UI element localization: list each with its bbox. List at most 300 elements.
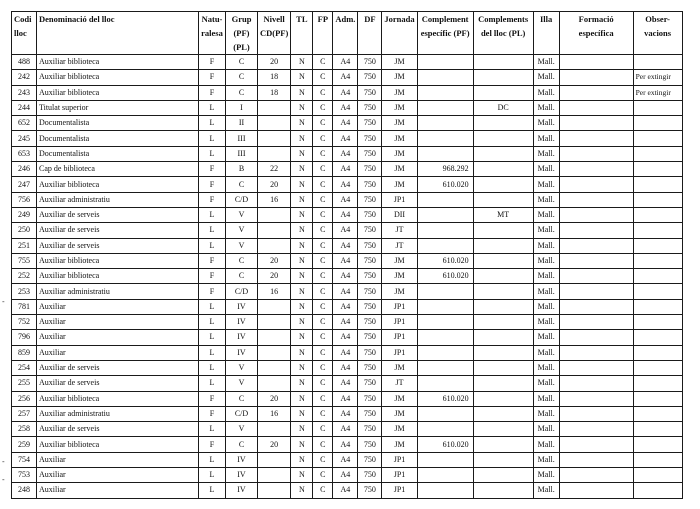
margin-mark: - — [2, 475, 5, 484]
table-cell — [559, 391, 633, 406]
table-cell: L — [199, 345, 226, 360]
table-cell: A4 — [333, 269, 358, 284]
table-cell: Mall. — [533, 360, 559, 375]
table-cell — [559, 345, 633, 360]
table-row — [12, 422, 683, 437]
table-cell: C/D — [226, 192, 258, 207]
table-cell: N — [291, 422, 313, 437]
table-cell: 245 — [12, 131, 37, 146]
table-cell — [633, 223, 682, 238]
table-cell: 750 — [358, 238, 382, 253]
table-cell — [473, 146, 533, 161]
table-cell: A4 — [333, 452, 358, 467]
table-row — [12, 452, 683, 467]
table-cell: Mall. — [533, 391, 559, 406]
table-cell: Mall. — [533, 223, 559, 238]
table-cell — [473, 162, 533, 177]
table-cell — [633, 345, 682, 360]
table-cell: Auxiliar de serveis — [37, 376, 199, 391]
table-cell — [417, 330, 473, 345]
table-cell: C — [313, 253, 333, 268]
table-row — [12, 315, 683, 330]
table-cell: 756 — [12, 192, 37, 207]
table-cell: C — [226, 437, 258, 452]
table-cell — [417, 70, 473, 85]
table-cell: IV — [226, 299, 258, 314]
table-row — [12, 406, 683, 421]
table-cell: C — [313, 315, 333, 330]
table-cell: IV — [226, 315, 258, 330]
table-cell: 750 — [358, 85, 382, 100]
table-cell: 610.020 — [417, 437, 473, 452]
table-cell — [417, 85, 473, 100]
table-cell — [417, 146, 473, 161]
table-row — [12, 131, 683, 146]
table-cell — [559, 70, 633, 85]
table-cell: F — [199, 70, 226, 85]
table-cell — [417, 192, 473, 207]
table-cell — [417, 299, 473, 314]
table-cell: 610.020 — [417, 253, 473, 268]
table-cell: A4 — [333, 345, 358, 360]
table-cell — [633, 406, 682, 421]
table-cell: 16 — [258, 406, 291, 421]
table-cell: A4 — [333, 131, 358, 146]
table-cell: Auxiliar — [37, 345, 199, 360]
table-cell: JP1 — [382, 299, 417, 314]
table-cell: Auxiliar biblioteca — [37, 70, 199, 85]
table-cell: F — [199, 85, 226, 100]
table-cell: N — [291, 360, 313, 375]
table-cell: N — [291, 483, 313, 498]
table-cell: N — [291, 192, 313, 207]
table-cell: Auxiliar biblioteca — [37, 177, 199, 192]
table-cell — [559, 238, 633, 253]
table-cell: C — [313, 422, 333, 437]
table-cell: 610.020 — [417, 177, 473, 192]
table-cell: Titulat superior — [37, 100, 199, 115]
table-cell: Mall. — [533, 284, 559, 299]
table-cell: 247 — [12, 177, 37, 192]
table-cell: 750 — [358, 360, 382, 375]
table-cell: A4 — [333, 483, 358, 498]
table-cell — [258, 330, 291, 345]
table-cell — [258, 116, 291, 131]
table-cell: Documentalista — [37, 131, 199, 146]
table-cell: C — [226, 85, 258, 100]
table-cell: C — [226, 55, 258, 70]
table-cell — [417, 422, 473, 437]
table-row — [12, 468, 683, 483]
table-row — [12, 207, 683, 222]
table-cell: A4 — [333, 238, 358, 253]
table-cell: 16 — [258, 284, 291, 299]
table-cell — [473, 177, 533, 192]
table-cell: C/D — [226, 284, 258, 299]
table-row — [12, 192, 683, 207]
table-cell: C — [313, 192, 333, 207]
table-cell: Auxiliar — [37, 315, 199, 330]
table-cell — [633, 162, 682, 177]
table-cell — [559, 162, 633, 177]
table-cell — [258, 238, 291, 253]
table-cell — [559, 269, 633, 284]
table-cell: C — [313, 452, 333, 467]
table-cell — [559, 177, 633, 192]
table-cell — [559, 253, 633, 268]
table-cell: IV — [226, 345, 258, 360]
table-cell: DC — [473, 100, 533, 115]
table-cell: C — [313, 223, 333, 238]
table-cell: Cap de biblioteca — [37, 162, 199, 177]
positions-table — [11, 11, 683, 499]
table-cell: JM — [382, 100, 417, 115]
table-cell: C — [313, 345, 333, 360]
table-cell — [417, 55, 473, 70]
table-cell: N — [291, 468, 313, 483]
table-cell: L — [199, 452, 226, 467]
table-cell: C — [226, 269, 258, 284]
table-cell: Mall. — [533, 192, 559, 207]
table-cell: 750 — [358, 192, 382, 207]
table-cell: 750 — [358, 468, 382, 483]
table-cell: Per extingir — [633, 85, 682, 100]
table-cell — [473, 468, 533, 483]
table-cell: 750 — [358, 376, 382, 391]
table-cell — [633, 391, 682, 406]
table-cell — [258, 315, 291, 330]
table-cell: JM — [382, 70, 417, 85]
table-cell: Mall. — [533, 437, 559, 452]
table-cell: L — [199, 422, 226, 437]
table-cell: L — [199, 299, 226, 314]
table-cell: JM — [382, 85, 417, 100]
table-cell: F — [199, 177, 226, 192]
table-cell: JM — [382, 146, 417, 161]
table-cell — [473, 70, 533, 85]
table-cell — [258, 146, 291, 161]
table-cell: Auxiliar administratiu — [37, 284, 199, 299]
table-cell: 750 — [358, 207, 382, 222]
table-cell: 249 — [12, 207, 37, 222]
table-cell: L — [199, 131, 226, 146]
table-cell: Auxiliar biblioteca — [37, 253, 199, 268]
table-cell: 781 — [12, 299, 37, 314]
table-cell: 750 — [358, 162, 382, 177]
table-cell: C — [313, 299, 333, 314]
table-cell: Auxiliar biblioteca — [37, 391, 199, 406]
table-cell: Auxiliar — [37, 452, 199, 467]
table-row — [12, 376, 683, 391]
table-cell — [633, 55, 682, 70]
table-cell — [417, 223, 473, 238]
table-cell: Mall. — [533, 406, 559, 421]
table-cell: L — [199, 376, 226, 391]
table-cell — [559, 360, 633, 375]
table-row — [12, 100, 683, 115]
table-cell: N — [291, 55, 313, 70]
table-cell: L — [199, 116, 226, 131]
table-cell: 259 — [12, 437, 37, 452]
table-cell: 750 — [358, 55, 382, 70]
table-cell — [473, 299, 533, 314]
table-cell: N — [291, 452, 313, 467]
table-cell: Mall. — [533, 315, 559, 330]
table-cell — [258, 376, 291, 391]
table-cell — [473, 55, 533, 70]
table-cell: V — [226, 238, 258, 253]
column-header: Codi lloc — [12, 12, 37, 55]
table-cell: 20 — [258, 269, 291, 284]
table-cell: Mall. — [533, 299, 559, 314]
table-row — [12, 345, 683, 360]
table-cell: JP1 — [382, 315, 417, 330]
column-header: Denominació del lloc — [37, 12, 199, 55]
table-row — [12, 299, 683, 314]
table-row — [12, 284, 683, 299]
margin-mark: - — [2, 457, 5, 466]
table-cell: 750 — [358, 422, 382, 437]
table-cell: A4 — [333, 284, 358, 299]
table-cell: III — [226, 146, 258, 161]
table-cell: A4 — [333, 223, 358, 238]
table-cell: A4 — [333, 330, 358, 345]
table-cell — [417, 483, 473, 498]
table-cell: V — [226, 422, 258, 437]
table-cell: JT — [382, 223, 417, 238]
table-cell — [473, 131, 533, 146]
table-cell — [473, 406, 533, 421]
table-row — [12, 360, 683, 375]
table-row — [12, 70, 683, 85]
table-cell — [417, 100, 473, 115]
table-row — [12, 55, 683, 70]
column-header: Adm. — [333, 12, 358, 55]
table-cell: 250 — [12, 223, 37, 238]
table-cell: 257 — [12, 406, 37, 421]
table-cell: IV — [226, 468, 258, 483]
table-cell: A4 — [333, 162, 358, 177]
table-cell: L — [199, 315, 226, 330]
table-cell: Mall. — [533, 330, 559, 345]
table-cell — [633, 116, 682, 131]
table-cell — [559, 116, 633, 131]
table-cell: JT — [382, 238, 417, 253]
table-cell: L — [199, 330, 226, 345]
table-cell — [559, 207, 633, 222]
table-cell: II — [226, 116, 258, 131]
table-cell — [559, 406, 633, 421]
table-cell: 20 — [258, 253, 291, 268]
table-cell — [633, 253, 682, 268]
table-cell — [559, 100, 633, 115]
table-cell: N — [291, 177, 313, 192]
table-cell: Mall. — [533, 483, 559, 498]
table-cell: 796 — [12, 330, 37, 345]
table-cell: 246 — [12, 162, 37, 177]
table-cell: A4 — [333, 437, 358, 452]
table-cell: 652 — [12, 116, 37, 131]
table-row — [12, 483, 683, 498]
table-cell: A4 — [333, 192, 358, 207]
table-row — [12, 437, 683, 452]
table-cell — [473, 284, 533, 299]
table-cell: 20 — [258, 391, 291, 406]
table-cell: C — [226, 177, 258, 192]
table-cell: Mall. — [533, 207, 559, 222]
column-header: Grup (PF)(PL) — [226, 12, 258, 55]
table-cell: JM — [382, 422, 417, 437]
table-cell — [417, 360, 473, 375]
table-cell: C — [313, 100, 333, 115]
table-cell: N — [291, 238, 313, 253]
table-cell: 253 — [12, 284, 37, 299]
table-cell — [559, 284, 633, 299]
table-cell: N — [291, 269, 313, 284]
table-cell: F — [199, 55, 226, 70]
table-cell: Auxiliar biblioteca — [37, 85, 199, 100]
table-cell — [633, 192, 682, 207]
table-cell: Auxiliar biblioteca — [37, 55, 199, 70]
table-cell: JM — [382, 406, 417, 421]
table-cell: JP1 — [382, 468, 417, 483]
table-body — [12, 55, 683, 499]
table-cell: 750 — [358, 269, 382, 284]
table-cell — [258, 223, 291, 238]
table-cell: Mall. — [533, 70, 559, 85]
table-cell: JM — [382, 437, 417, 452]
table-cell — [633, 315, 682, 330]
table-cell: A4 — [333, 146, 358, 161]
table-cell: 755 — [12, 253, 37, 268]
table-cell: JM — [382, 131, 417, 146]
table-cell: 248 — [12, 483, 37, 498]
table-cell: Auxiliar de serveis — [37, 360, 199, 375]
table-cell: L — [199, 146, 226, 161]
table-cell — [417, 345, 473, 360]
table-cell: A4 — [333, 376, 358, 391]
table-cell — [633, 360, 682, 375]
table-cell: N — [291, 345, 313, 360]
table-cell: Mall. — [533, 100, 559, 115]
table-cell: A4 — [333, 116, 358, 131]
table-cell: N — [291, 223, 313, 238]
table-cell — [417, 452, 473, 467]
table-cell — [473, 315, 533, 330]
table-cell: Mall. — [533, 146, 559, 161]
table-cell: C — [313, 437, 333, 452]
table-cell — [258, 452, 291, 467]
table-cell: L — [199, 223, 226, 238]
table-cell: Auxiliar — [37, 483, 199, 498]
table-cell: Mall. — [533, 376, 559, 391]
table-cell — [258, 299, 291, 314]
table-cell: 750 — [358, 100, 382, 115]
table-cell — [417, 406, 473, 421]
table-cell: L — [199, 360, 226, 375]
table-cell: I — [226, 100, 258, 115]
table-cell — [633, 376, 682, 391]
table-cell: B — [226, 162, 258, 177]
table-cell: 20 — [258, 55, 291, 70]
table-cell — [473, 452, 533, 467]
table-cell: 244 — [12, 100, 37, 115]
table-row — [12, 146, 683, 161]
table-cell — [258, 207, 291, 222]
table-cell: N — [291, 330, 313, 345]
table-cell: JM — [382, 253, 417, 268]
table-cell: 22 — [258, 162, 291, 177]
column-header: FP — [313, 12, 333, 55]
table-cell: Auxiliar — [37, 468, 199, 483]
table-cell: 968.292 — [417, 162, 473, 177]
table-cell: 750 — [358, 391, 382, 406]
table-cell: A4 — [333, 253, 358, 268]
table-cell — [559, 437, 633, 452]
table-cell: F — [199, 192, 226, 207]
table-cell — [633, 269, 682, 284]
table-cell: 753 — [12, 468, 37, 483]
table-cell: 750 — [358, 177, 382, 192]
table-cell — [633, 238, 682, 253]
table-cell: L — [199, 483, 226, 498]
table-cell: JM — [382, 55, 417, 70]
table-cell: Mall. — [533, 345, 559, 360]
column-header: Complement específic (PF) — [417, 12, 473, 55]
table-row — [12, 116, 683, 131]
table-cell: A4 — [333, 85, 358, 100]
table-cell: C — [313, 284, 333, 299]
table-cell: 752 — [12, 315, 37, 330]
table-cell: N — [291, 70, 313, 85]
table-cell — [473, 422, 533, 437]
table-cell: Auxiliar de serveis — [37, 223, 199, 238]
table-cell — [473, 116, 533, 131]
column-header: Obser-vacions — [633, 12, 682, 55]
table-cell: 750 — [358, 223, 382, 238]
table-cell — [559, 483, 633, 498]
table-cell — [559, 55, 633, 70]
column-header: Natu-ralesa — [199, 12, 226, 55]
table-cell: A4 — [333, 100, 358, 115]
table-cell — [473, 192, 533, 207]
table-cell: L — [199, 468, 226, 483]
table-cell: N — [291, 100, 313, 115]
table-cell: A4 — [333, 391, 358, 406]
table-cell — [473, 345, 533, 360]
table-cell: C — [313, 238, 333, 253]
table-cell: JM — [382, 391, 417, 406]
table-cell: C — [313, 376, 333, 391]
table-cell: N — [291, 299, 313, 314]
table-cell — [417, 238, 473, 253]
table-cell — [559, 131, 633, 146]
table-cell: Auxiliar de serveis — [37, 422, 199, 437]
table-cell: Mall. — [533, 238, 559, 253]
table-cell: IV — [226, 330, 258, 345]
table-cell — [559, 299, 633, 314]
table-cell — [473, 238, 533, 253]
table-row — [12, 253, 683, 268]
table-cell: C — [313, 162, 333, 177]
table-header — [12, 12, 683, 55]
table-cell: JP1 — [382, 192, 417, 207]
table-cell: Auxiliar biblioteca — [37, 269, 199, 284]
table-cell: A4 — [333, 299, 358, 314]
table-cell: Documentalista — [37, 116, 199, 131]
table-cell — [559, 330, 633, 345]
table-cell: Auxiliar — [37, 299, 199, 314]
